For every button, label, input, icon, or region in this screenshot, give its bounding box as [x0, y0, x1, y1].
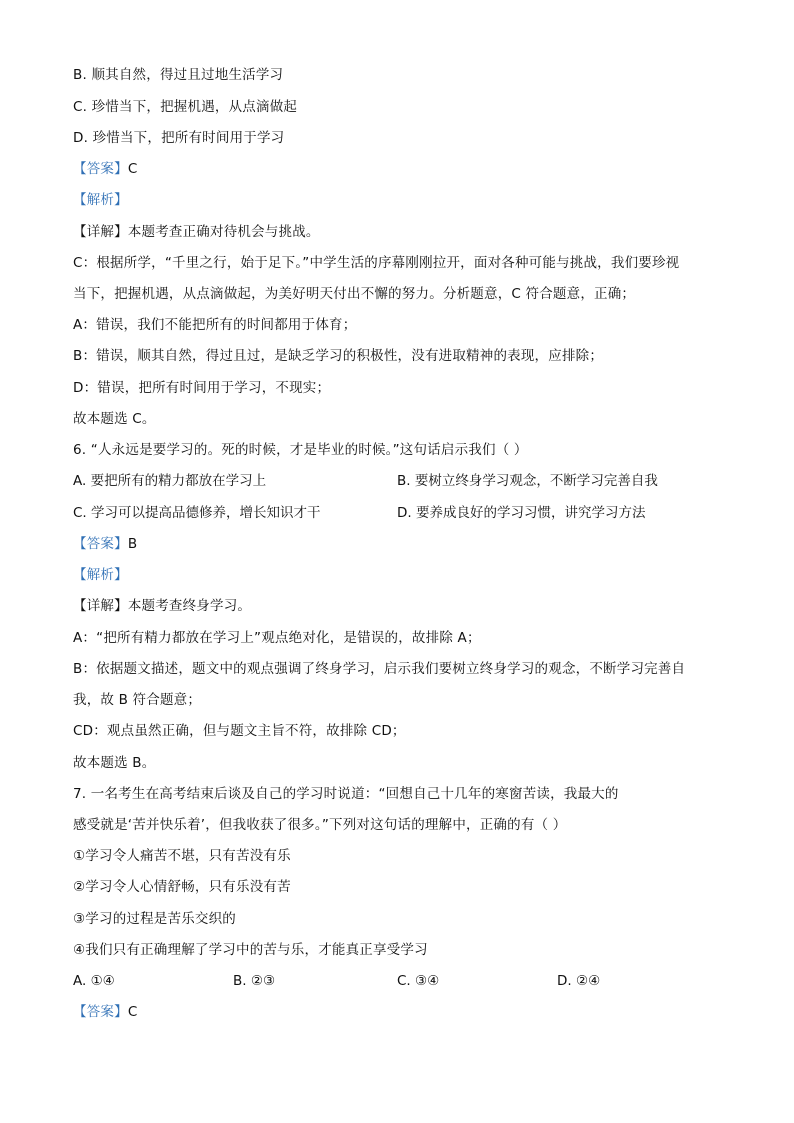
- answer-tag: 【答案】: [73, 536, 128, 552]
- analysis-tag: 【解析】: [73, 192, 128, 208]
- q6-explain-cd: CD：观点虽然正确，但与题文主旨不符，故排除 CD；: [73, 723, 406, 739]
- q7-stem-line1: 7. 一名考生在高考结束后谈及自己的学习时说道：“回想自己十几年的寒窗苦读，我最大的: [73, 786, 619, 802]
- q6-answer: [73, 534, 137, 554]
- q5-explain-c-line2: 当下，把握机遇，从点滴做起，为美好明天付出不懈的努力。分析题意，C 符合题意，正确；: [73, 286, 636, 302]
- q6-explain-a: A：“把所有精力都放在学习上”观点绝对化，是错误的，故排除 A；: [73, 630, 481, 646]
- q5-analysis-tag: [73, 190, 128, 210]
- q5-explain-a: A：错误，我们不能把所有的时间都用于体育；: [73, 317, 357, 333]
- q6-option-c: C. 学习可以提高品德修养，增长知识才干: [73, 505, 321, 521]
- q5-option-d: D. 珍惜当下，把所有时间用于学习: [73, 130, 285, 146]
- q5-explain-b: B：错误，顺其自然，得过且过，是缺乏学习的积极性，没有进取精神的表现，应排除；: [73, 348, 604, 364]
- answer-tag: 【答案】: [73, 161, 128, 177]
- q5-option-c: C. 珍惜当下，把握机遇，从点滴做起: [73, 99, 298, 115]
- detail-text: 本题考查正确对待机会与挑战。: [127, 224, 320, 240]
- q6-explain-b-line1: B：依据题文描述，题文中的观点强调了终身学习，启示我们要树立终身学习的观念，不断学习完善自: [73, 661, 686, 677]
- q5-explain-d: D：错误，把所有时间用于学习，不现实；: [73, 380, 331, 396]
- detail-tag: 【详解】: [73, 598, 128, 614]
- q7-item-4: ④我们只有正确理解了学习中的苦与乐，才能真正享受学习: [73, 942, 428, 958]
- q6-explain-b-line2: 我，故 B 符合题意；: [73, 692, 202, 708]
- q7-option-c: C. ③④: [397, 973, 440, 989]
- q6-stem: 6. “人永远是要学习的。死的时候，才是毕业的时候。”这句话启示我们（ ）: [73, 442, 528, 458]
- q7-stem-line2: 感受就是‘苦并快乐着’，但我收获了很多。”下列对这句话的理解中，正确的有（ ）: [73, 817, 567, 833]
- q7-answer: [73, 1002, 137, 1022]
- q7-option-b: B. ②③: [233, 973, 276, 989]
- q5-detail: [73, 222, 320, 242]
- answer-tag: 【答案】: [73, 1004, 128, 1020]
- q5-conclusion: 故本题选 C。: [73, 411, 156, 427]
- detail-tag: 【详解】: [73, 224, 128, 240]
- analysis-tag: 【解析】: [73, 567, 128, 583]
- q6-analysis-tag: [73, 565, 128, 585]
- detail-text: 本题考查终身学习。: [127, 598, 252, 614]
- q6-detail: [73, 596, 251, 616]
- q5-explain-c-line1: C：根据所学，“千里之行，始于足下。”中学生活的序幕刚刚拉开，面对各种可能与挑战，我们要珍视: [73, 255, 680, 271]
- q6-conclusion: 故本题选 B。: [73, 755, 156, 771]
- q7-option-d: D. ②④: [557, 973, 601, 989]
- q6-option-b: B. 要树立终身学习观念，不断学习完善自我: [397, 473, 658, 489]
- q7-option-a: A. ①④: [73, 973, 115, 989]
- q7-item-3: ③学习的过程是苦乐交织的: [73, 911, 237, 927]
- q6-option-d: D. 要养成良好的学习习惯，讲究学习方法: [397, 505, 646, 521]
- q5-option-b: B. 顺其自然，得过且过地生活学习: [73, 67, 284, 83]
- answer-value: B: [127, 536, 138, 552]
- answer-value: C: [127, 161, 138, 177]
- q6-option-a: A. 要把所有的精力都放在学习上: [73, 473, 267, 489]
- q7-item-2: ②学习令人心情舒畅，只有乐没有苦: [73, 879, 291, 895]
- q7-item-1: ①学习令人痛苦不堪，只有苦没有乐: [73, 848, 291, 864]
- q5-answer: [73, 159, 137, 179]
- answer-value: C: [127, 1004, 138, 1020]
